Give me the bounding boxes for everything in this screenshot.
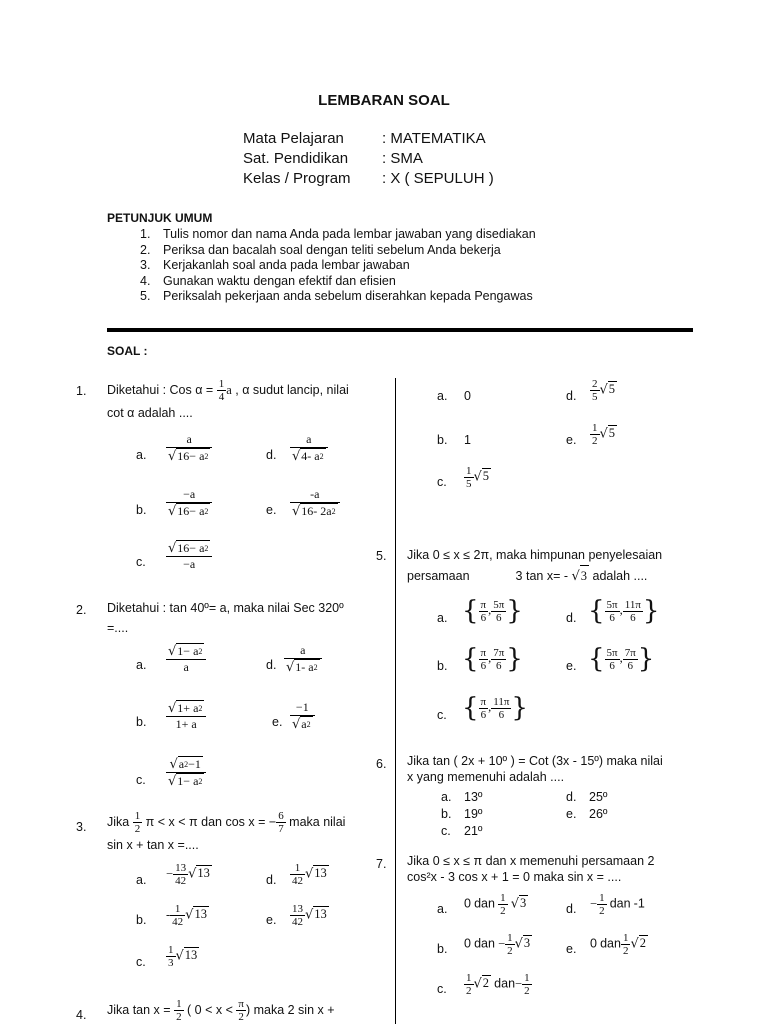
question-1-text: Diketahui : Cos α = $\frac{1}{4}$ a , α sudut lancip, nilai cot α adalah .... [107, 378, 349, 420]
option-7e-value: 0 dan $\frac{1}{2}$ √2 [590, 932, 646, 957]
option-label: b. [136, 913, 147, 927]
instructions-heading: PETUNJUK UMUM [107, 211, 213, 225]
option-label: e. [566, 807, 577, 821]
option-7c-value: $\frac{1}{2}$ √2 dan− $\frac{1}{2}$ [466, 972, 530, 997]
option-label: e. [566, 942, 577, 956]
option-1b-value: $\frac{-a}{√16- a^2}$ [166, 487, 212, 519]
option-3e-value: $\frac{13}{42}$ √13 [292, 903, 327, 928]
option-6a-value: 13º [464, 790, 483, 804]
question-6-text: Jika tan ( 2x + 10º ) = Cot (3x - 15º) maka nilai x yang memenuhi adalah .... [407, 754, 663, 784]
option-label: b. [136, 715, 147, 729]
option-2e-value: $\frac{-1}{√a^2}$ [290, 700, 315, 732]
option-3a-value: − $\frac{13}{42}$ √13 [166, 862, 210, 887]
meta-school-level: Sat. Pendidikan : SMA [243, 150, 423, 167]
option-5c-value: { $\frac{\pi}{6}$ , $\frac{11\pi}{6}$ } [462, 693, 528, 723]
option-label: b. [136, 503, 147, 517]
option-label: a. [437, 389, 448, 403]
option-label: c. [437, 475, 447, 489]
question-3-text: Jika $\frac{1}{2}$ π < x < π dan cos x = − $\frac{6}{7}$ maka nilai sin x + tan x =.... [107, 810, 346, 852]
option-label: c. [136, 773, 146, 787]
option-label: e. [266, 913, 277, 927]
option-6c-value: 21º [464, 824, 483, 838]
option-label: c. [437, 708, 447, 722]
option-6e-value: 26º [589, 807, 608, 821]
question-2-text: Diketahui : tan 40º= a, maka nilai Sec 320º =.... [107, 601, 344, 635]
option-2c-value: $\frac{√a^2-1}{√1- a^2}$ [166, 756, 206, 789]
instruction-item: 3. Kerjakanlah soal anda pada lembar jawaban [140, 258, 410, 273]
instruction-item: 5. Periksalah pekerjaan anda sebelum diserahkan kepada Pengawas [140, 289, 533, 304]
option-label: b. [441, 807, 452, 821]
option-4e-value: $\frac{1}{2}$ √5 [592, 422, 616, 447]
option-6b-value: 19º [464, 807, 483, 821]
option-label: a. [136, 873, 147, 887]
question-number: 5. [376, 549, 387, 563]
option-4c-value: $\frac{1}{5}$ √5 [466, 465, 490, 490]
option-4a-value: 0 [464, 389, 471, 403]
option-1e-value: $\frac{-a}{√16- 2a^2}$ [290, 487, 340, 519]
question-4-text: Jika tan x = $\frac{1}{2}$ ( 0 < x < $\frac{\pi}{2}$ ) maka 2 sin x + [107, 998, 335, 1023]
option-label: c. [136, 955, 146, 969]
option-label: a. [437, 611, 448, 625]
option-label: e. [266, 503, 277, 517]
question-number: 7. [376, 857, 387, 871]
instruction-item: 2. Periksa dan bacalah soal dengan teliti sebelum Anda bekerja [140, 242, 501, 257]
meta-subject: Mata Pelajaran : MATEMATIKA [243, 130, 486, 147]
option-3b-value: - $\frac{1}{42}$ √13 [166, 903, 207, 928]
option-4b-value: 1 [464, 433, 471, 447]
option-7a-value: 0 dan $\frac{1}{2}$ √3 [464, 892, 527, 917]
option-label: c. [136, 555, 146, 569]
option-1a-value: $\frac{a}{√16- a^2}$ [166, 432, 212, 464]
option-label: c. [441, 824, 451, 838]
option-label: a. [441, 790, 452, 804]
question-number: 1. [76, 384, 87, 398]
option-label: d. [266, 873, 277, 887]
question-number: 4. [76, 1008, 87, 1022]
questions-heading: SOAL : [107, 344, 148, 358]
divider-rule [107, 328, 693, 332]
page-title: LEMBARAN SOAL [318, 92, 450, 109]
option-6d-value: 25º [589, 790, 608, 804]
option-7d-value: − $\frac{1}{2}$ dan -1 [590, 892, 645, 917]
option-label: a. [136, 658, 147, 672]
option-label: e. [566, 433, 577, 447]
option-7b-value: 0 dan − $\frac{1}{2}$ √3 [464, 932, 531, 957]
meta-class: Kelas / Program : X ( SEPULUH ) [243, 170, 494, 187]
option-3c-value: $\frac{1}{3}$ √13 [168, 944, 198, 969]
question-5-text: Jika 0 ≤ x ≤ 2π, maka himpunan penyelesaian persamaan 3 tan x= - √3 adalah .... [407, 548, 663, 584]
question-7-text: Jika 0 ≤ x ≤ π dan x memenuhi persamaan 2 cos²x - 3 cos x + 1 = 0 maka sin x = .... [407, 854, 655, 884]
option-1d-value: $\frac{a}{√4- a^2}$ [290, 432, 328, 464]
column-divider [395, 378, 396, 1024]
option-label: d. [566, 611, 577, 625]
option-5b-value: { $\frac{\pi}{6}$ , $\frac{7\pi}{6}$ } [462, 644, 523, 674]
option-3d-value: $\frac{1}{42}$ √13 [292, 862, 327, 887]
option-4d-value: $\frac{2}{5}$ √5 [592, 378, 616, 403]
option-label: a. [437, 902, 448, 916]
option-label: e. [566, 659, 577, 673]
question-number: 2. [76, 603, 87, 617]
option-5d-value: { $\frac{5\pi}{6}$ , $\frac{11\pi}{6}$ } [588, 596, 660, 626]
option-label: b. [437, 433, 448, 447]
option-label: b. [437, 659, 448, 673]
option-label: d. [566, 790, 577, 804]
option-2b-value: $\frac{√1+ a^2}{1+ a}$ [166, 700, 206, 732]
option-label: d. [266, 448, 277, 462]
option-2a-value: $\frac{√1- a^2}{a}$ [166, 643, 206, 675]
fraction: $\frac{1}{4}$ [218, 378, 225, 403]
question-number: 6. [376, 757, 387, 771]
instruction-item: 4. Gunakan waktu dengan efektif dan efisien [140, 273, 396, 288]
question-number: 3. [76, 820, 87, 834]
option-2d-value: $\frac{a}{√1- a^2}$ [284, 643, 322, 675]
option-label: d. [266, 658, 277, 672]
option-5e-value: { $\frac{5\pi}{6}$ , $\frac{7\pi}{6}$ } [588, 644, 655, 674]
option-label: c. [437, 982, 447, 996]
option-label: a. [136, 448, 147, 462]
option-label: e. [272, 715, 283, 729]
option-label: d. [566, 902, 577, 916]
option-1c-value: $\frac{√16- a^2}{-a}$ [166, 540, 212, 572]
instructions-list [140, 227, 536, 305]
instruction-item: 1. Tulis nomor dan nama Anda pada lembar jawaban yang disediakan [140, 227, 536, 241]
option-label: b. [437, 942, 448, 956]
option-5a-value: { $\frac{\pi}{6}$ , $\frac{5\pi}{6}$ } [462, 596, 523, 626]
option-label: d. [566, 389, 577, 403]
